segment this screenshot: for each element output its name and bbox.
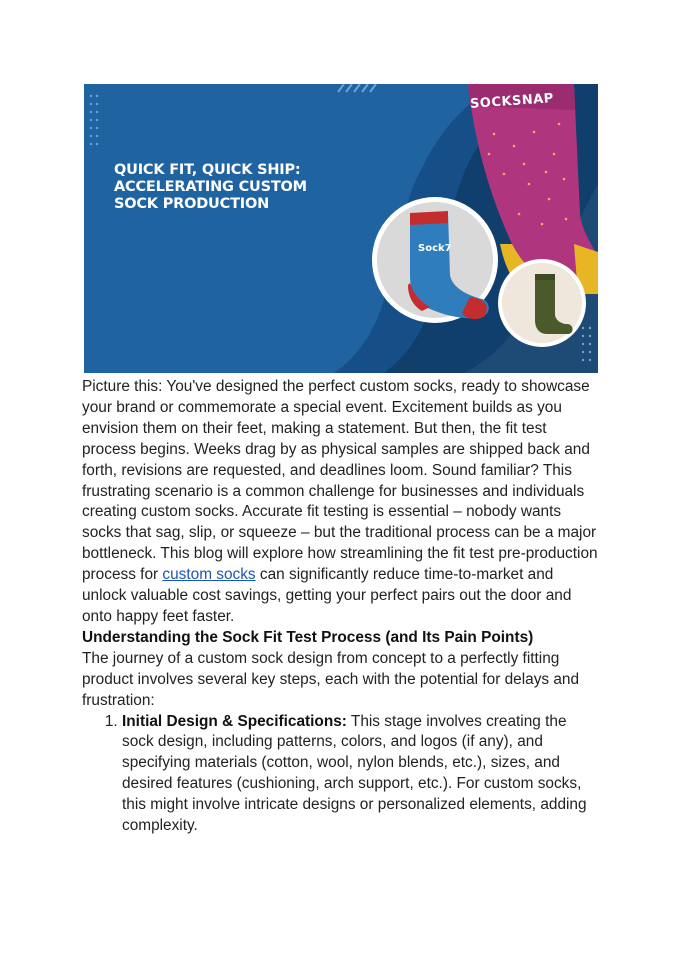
dot-pattern-top-left: [88, 92, 102, 152]
banner-title-line: SOCK PRODUCTION: [114, 196, 270, 212]
intro-text: Picture this: You've designed the perfect custom socks, ready to showcase your brand or commemorate a special event. Excitement builds as you envision them on their feet, making a statement. But then, the fit test process begins. Weeks drag by as physical samples are shipped back and forth, revisions are requested, and deadlines loom. Sound familiar? This frustrating scenario is a common challenge for businesses and individuals creating custom socks. Accurate fit testing is essential – nobody wants socks that sag, slip, or squeeze – but the traditional process can be a major bottleneck. This blog will explore how streamlining the fit test pre-production process for: [82, 378, 598, 584]
steps-list: [82, 712, 602, 837]
blue-sock-image: [370, 195, 500, 325]
brand-logo: SOCKSNAP: [469, 91, 555, 112]
section-heading: Understanding the Sock Fit Test Process (and Its Pain Points): [82, 628, 534, 646]
custom-socks-link[interactable]: custom socks: [162, 566, 256, 584]
banner-title-line: QUICK FIT, QUICK SHIP:: [114, 162, 301, 178]
green-sock-image: [497, 258, 587, 348]
article-body: [82, 377, 602, 837]
step-title: Initial Design & Specifications:: [122, 712, 347, 730]
stripe-pattern-top: [336, 84, 386, 94]
list-item: [122, 712, 602, 837]
step-text: This stage involves creating the sock design, including patterns, colors, and logos (if any), and specifying materials (cotton, wool, nylon blends, etc.), sizes, and desired features (cushioning, arch support, etc.). For custom socks, this might involve intricate designs or personalized elements, adding complexity.: [122, 712, 587, 835]
sock-print: Sock7: [418, 243, 452, 254]
intro-paragraph: [82, 377, 602, 628]
section-paragraph: The journey of a custom sock design from concept to a perfectly fitting product involves several key steps, each with the potential for delays and frustration:: [82, 649, 580, 709]
banner-title: [114, 162, 344, 213]
intro-text-continued: can significantly reduce time-to-market and unlock valuable cost savings, getting your perfect pairs out the door and onto happy feet faster.: [82, 566, 572, 625]
hero-banner: [84, 84, 598, 373]
banner-title-line: ACCELERATING CUSTOM: [114, 179, 307, 195]
